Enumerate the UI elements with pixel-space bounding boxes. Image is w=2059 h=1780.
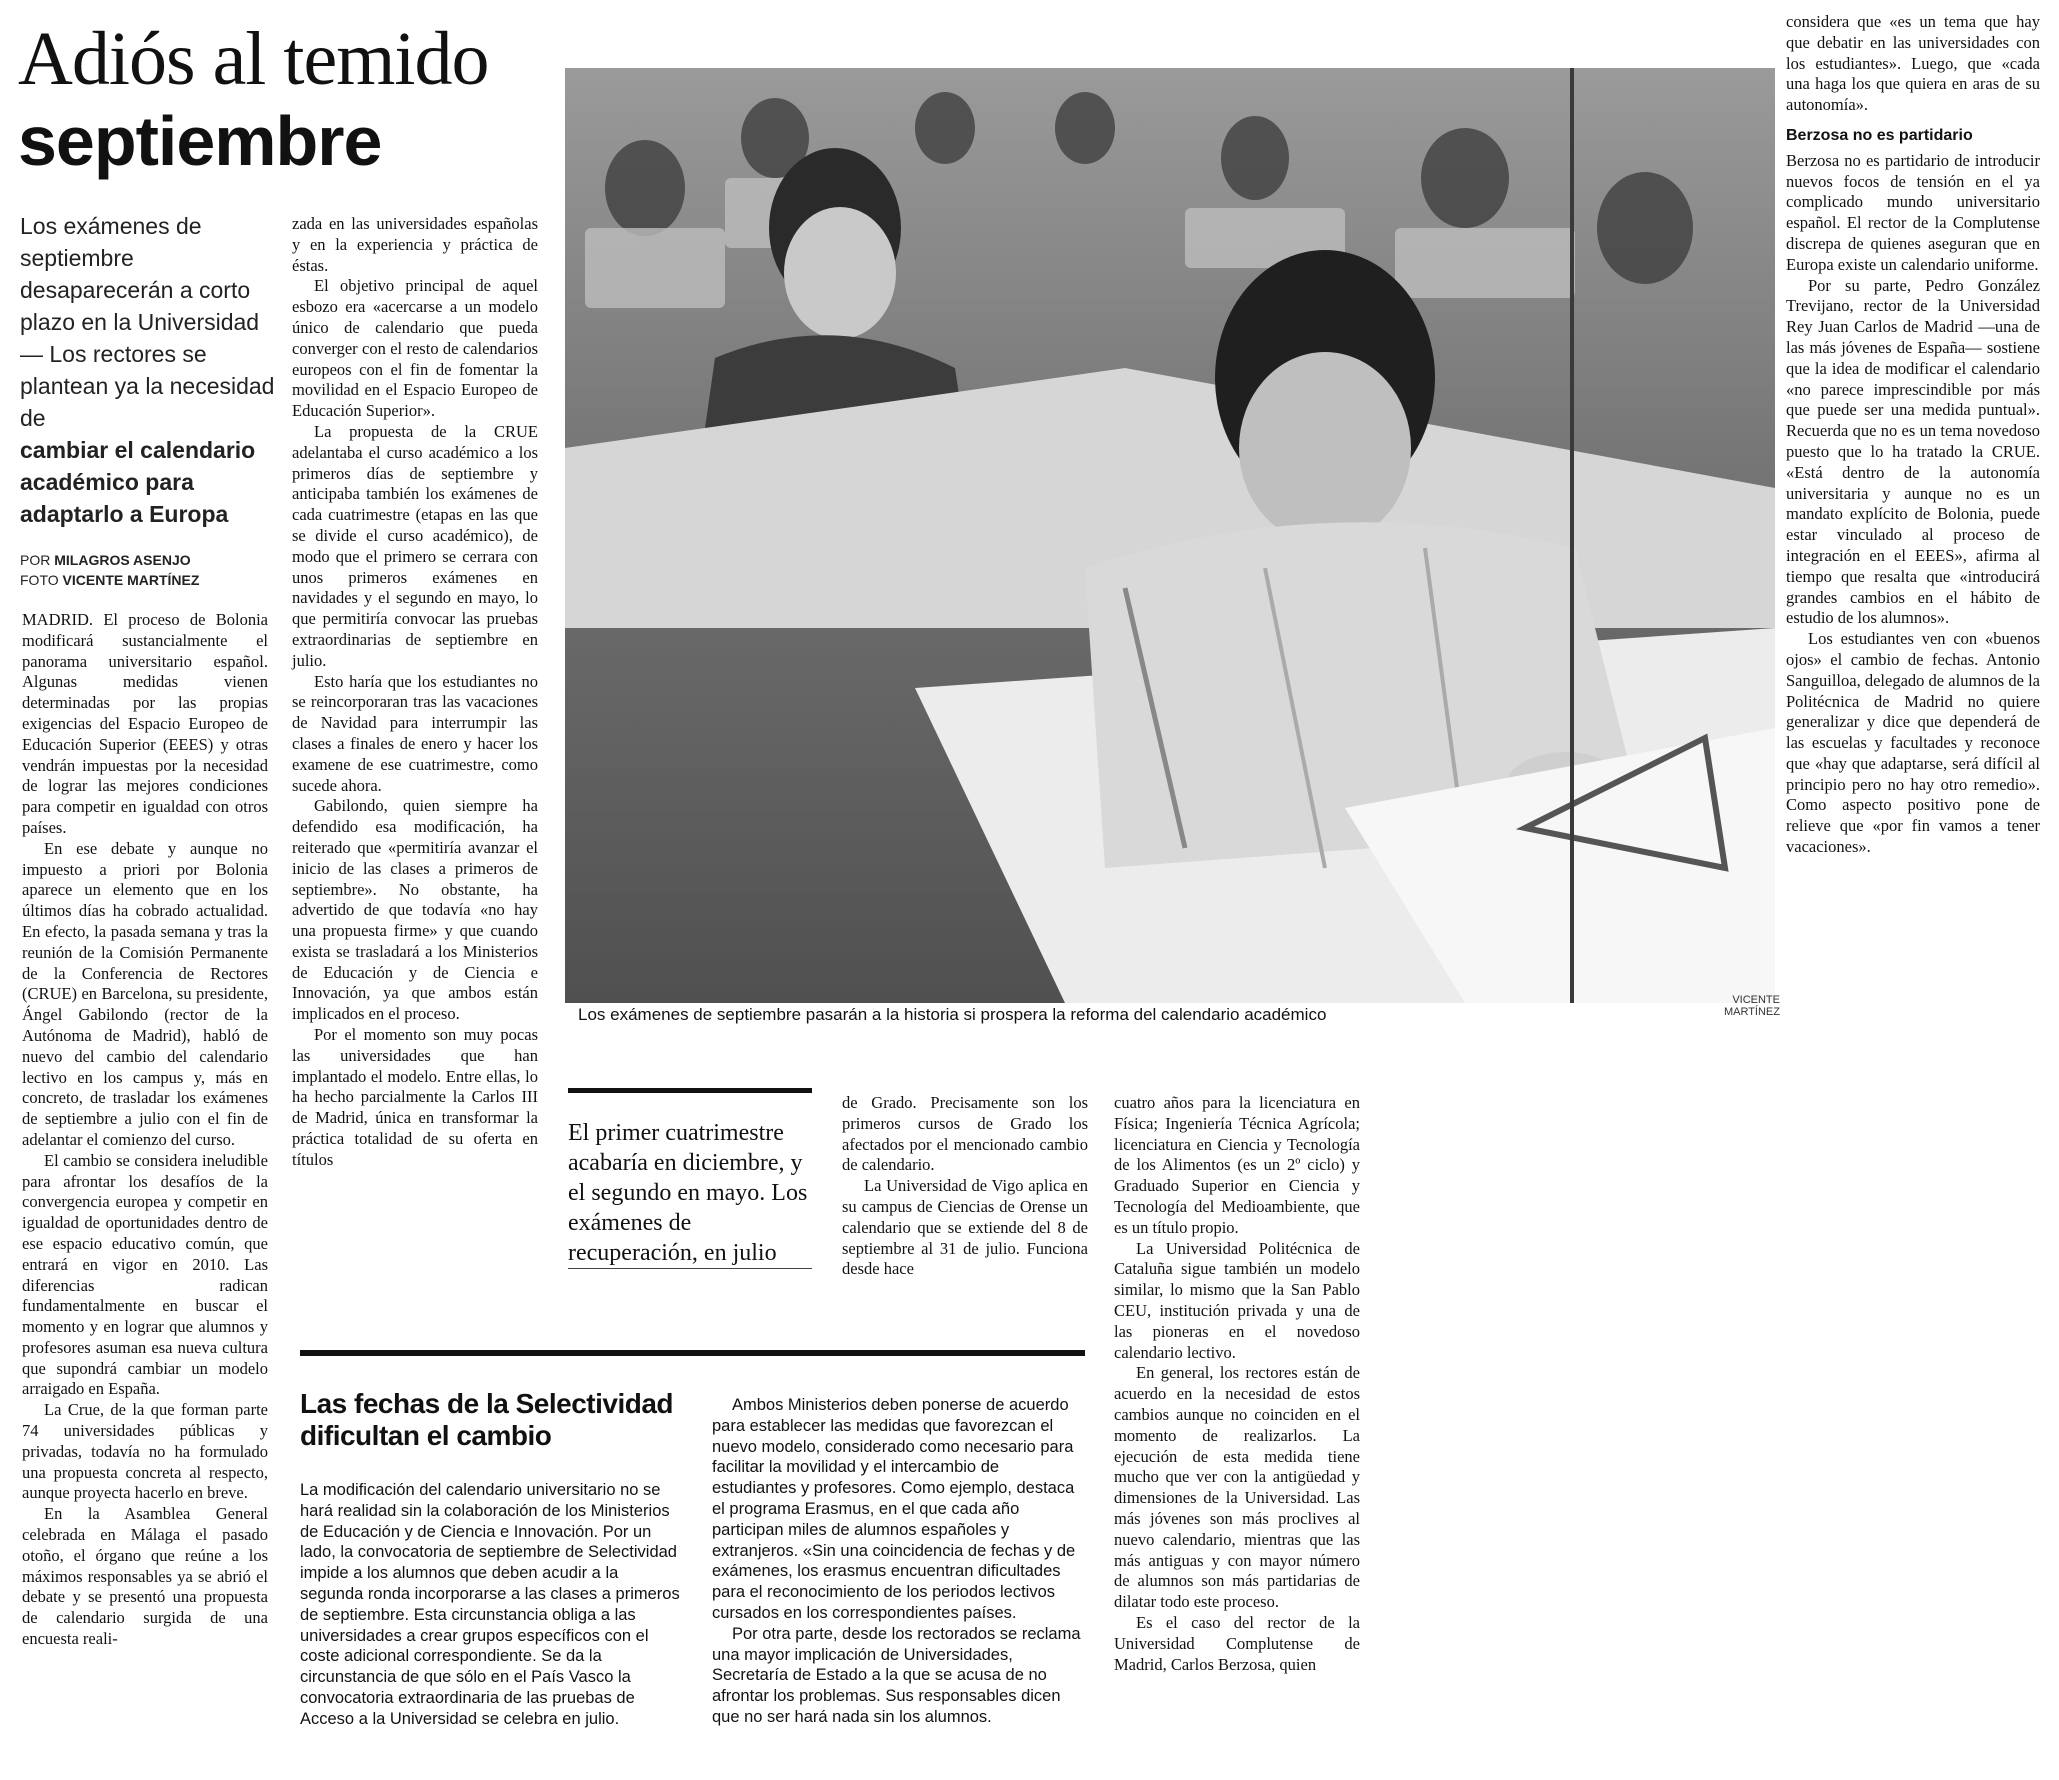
photo-caption: Los exámenes de septiembre pasarán a la historia si prospera la reforma del calendario académico	[578, 1005, 1327, 1024]
pull-quote-bottom-rule	[568, 1268, 812, 1269]
article-column-2	[292, 214, 538, 1171]
sidebar-column-1	[300, 1480, 680, 1730]
standfirst-emphasis: cambiar el calendario académico para adaptarlo a Europa	[20, 437, 256, 527]
article-column-5	[1786, 12, 2040, 858]
pull-quote-top-rule	[568, 1088, 812, 1093]
article-column-3	[842, 1093, 1088, 1280]
subheading: Berzosa no es partidario	[1786, 126, 1973, 144]
paragraph: Ambos Ministerios deben ponerse de acuerdo para establecer las medidas que favorezcan el nuevo modelo, considerado como necesario para facilitar la movilidad y el intercambio de estudiantes y profesores. Como ejemplo, destaca el programa Erasmus, en el que cada año participan miles de alumnos españoles y extranjeros. «Sin una coincidencia de fechas y de exámenes, los erasmus encuentran dificultades para el reconocimiento de los periodos lectivos cursados en los correspondientes países.	[712, 1396, 1076, 1622]
paragraph: La Crue, de la que forman parte 74 universidades públicas y privadas, todavía no ha formulado una propuesta concreta al respecto, aunque proyecta hacerlo en breve.	[22, 1400, 268, 1503]
paragraph: En ese debate y aunque no impuesto a priori por Bolonia aparece un elemento que en los últimos días ha cobrado actualidad. En efecto, la pasada semana y tras la reunión de la Comisión Permanente de la Conferencia de Rectores (CRUE) en Barcelona, su presidente, Ángel Gabilondo (rector de la Autónoma de Madrid), habló de nuevo del cambio del calendario lectivo en los campus y, más en concreto, de trasladar los exámenes de septiembre a julio con el fin de adelantar el comienzo del curso.	[22, 838, 268, 1149]
photo-illustration	[565, 68, 1775, 1003]
paragraph: Es el caso del rector de la Universidad Complutense de Madrid, Carlos Berzosa, quien	[1114, 1612, 1360, 1674]
paragraph: Berzosa no es partidario de introducir nuevos focos de tensión en el ya complicado mundo universitario español. El rector de la Complutense discrepa de quienes aseguran que en Europa existe un calendario uniforme.	[1786, 150, 2040, 274]
sidebar-title: Las fechas de la Selectividad dificultan el cambio	[300, 1388, 674, 1451]
paragraph: El cambio se considera ineludible para afrontar los desafíos de la convergencia europea y competir en igualdad de oportunidades dentro de ese espacio educativo común, que entrará en vigor en 2010. Las diferencias radican fundamentalmente en buscar el momento y en lograr que alumnos y profesores asuman esa nueva cultura que supondrá cambiar un modelo arraigado en España.	[22, 1150, 268, 1399]
paragraph: zada en las universidades españolas y en la experiencia y práctica de éstas.	[292, 214, 538, 275]
headline-line-2: septiembre	[18, 102, 382, 180]
photographer-name: VICENTE MARTÍNEZ	[62, 572, 200, 588]
paragraph: de Grado. Precisamente son los primeros cursos de Grado los afectados por el mencionado cambio de calendario.	[842, 1093, 1088, 1175]
article-column-4	[1114, 1093, 1360, 1675]
photo-credit: VICENTE MARTÍNEZ	[1723, 994, 1780, 1018]
author-name: MILAGROS ASENJO	[54, 552, 191, 568]
paragraph: La Universidad de Vigo aplica en su campus de Ciencias de Orense un calendario que se extiende del 8 de septiembre al 31 de julio. Funciona desde hace	[842, 1176, 1088, 1279]
paragraph: La Universidad Politécnica de Cataluña sigue también un modelo similar, lo mismo que la San Pablo CEU, institución privada y una de las pioneras en el novedoso calendario lectivo.	[1114, 1238, 1360, 1362]
paragraph: MADRID. El proceso de Bolonia modificará sustancialmente el panorama universitario español. Algunas medidas vienen determinadas por las propias exigencias del Espacio Europeo de Educación Superior (EEES) y otras vendrán impuestas por la necesidad de lograr las mejores condiciones para competir en igualdad con otros países.	[22, 610, 268, 837]
classroom-exam-photo	[565, 68, 1775, 1003]
paragraph: En general, los rectores están de acuerdo en la necesidad de estos cambios aunque no coinciden en el momento de realizarlos. La ejecución de esta medida tiene mucho que ver con la antigüedad y dimensiones de la Universidad. Las más jóvenes son más proclives al nuevo calendario, mientras que las más antiguas y con mayor número de alumnos son más partidarias de dilatar todo este proceso.	[1114, 1363, 1360, 1612]
sidebar-top-rule	[300, 1350, 1085, 1356]
standfirst-lead: Los exámenes de septiembre desaparecerán a corto plazo en la Universidad — Los rectores se plantean ya la necesidad de	[20, 213, 275, 431]
headline	[18, 18, 578, 182]
paragraph: Por el momento son muy pocas las universidades que han implantado el modelo. Entre ellas, lo ha hecho parcialmente la Carlos III de Madrid, única en transformar la práctica totalidad de su oferta en títulos	[292, 1025, 538, 1169]
byline	[20, 550, 290, 590]
paragraph: Los estudiantes ven con «buenos ojos» el cambio de fechas. Antonio Sanguilloa, delegado de alumnos de la Politécnica de Madrid no quiere generalizar y dice que dependerá de las escuelas y facultades y reconoce que «hay que adaptarse, será difícil al principio pero no hay otro remedio». Como aspecto positivo pone de relieve que «por fin vamos a tener vacaciones».	[1786, 629, 2040, 857]
paragraph: El objetivo principal de aquel esbozo era «acercarse a un modelo único de calendario que pueda converger con el resto de calendarios europeos con el fin de fomentar la movilidad en el Espacio Europeo de Educación Superior».	[292, 276, 538, 421]
article-column-1	[22, 610, 268, 1650]
paragraph: Por otra parte, desde los rectorados se reclama una mayor implicación de Universidades, Secretaría de Estado a la que se acusa de no afrontar los problemas. Sus responsables dicen que no ser hará nada sin los alumnos.	[712, 1624, 1081, 1726]
author-line	[20, 550, 290, 570]
paragraph: Por su parte, Pedro González Trevijano, rector de la Universidad Rey Juan Carlos de Madrid —una de las más jóvenes de España— sostiene que la idea de modificar el calendario «no parece imprescindible por más que puede ser una medida puntual». Recuerda que no es un tema novedoso puesto que lo ha tratado la CRUE. «Está dentro de la autonomía universitaria y aunque no es un mandato explícito de Bolonia, puede estar vinculado al proceso de integración en el EEES», afirma al tiempo que resalta que «introducirá grandes cambios en el hábito de estudio de los alumnos».	[1786, 275, 2040, 628]
headline-line-1: Adiós al temido	[18, 17, 489, 101]
paragraph: Esto haría que los estudiantes no se reincorporaran tras las vacaciones de Navidad para interrumpir las clases a finales de enero y hacer los examene de ese cuatrimestre, como sucede ahora.	[292, 671, 538, 795]
photo-line	[20, 570, 290, 590]
paragraph: La modificación del calendario universitario no se hará realidad sin la colaboración de los Ministerios de Educación y de Ciencia e Innovación. Por un lado, la convocatoria de septiembre de Selectividad impide a los alumnos que deben acudir a la segunda ronda incorporarse a las clases a primeros de septiembre. Esta circunstancia obliga a las universidades a crear grupos específicos con el coste adicional correspondiente. Se da la circunstancia de que sólo en el País Vasco la convocatoria extraordinaria de las pruebas de Acceso a la Universidad se celebra en julio.	[300, 1481, 680, 1728]
sidebar-column-2	[712, 1395, 1084, 1728]
paragraph: La propuesta de la CRUE adelantaba el curso académico a los primeros días de septiembre y anticipaba también los exámenes de cada cuatrimestre (etapas en las que se divide el curso académico), de modo que el primero se cerrara con unos primeros exámenes en navidades y el segundo en mayo, lo que permitiría convocar las pruebas extraordinarias de septiembre en julio.	[292, 421, 538, 670]
paragraph: cuatro años para la licenciatura en Física; Ingeniería Técnica Agrícola; licenciatura en Ciencia y Tecnología de los Alimentos (es un 2º ciclo) y Graduado Superior en Ciencia y Tecnología del Medioambiente, que es un título propio.	[1114, 1093, 1360, 1237]
paragraph: Gabilondo, quien siempre ha defendido esa modificación, ha reiterado que «permitiría avanzar el inicio de las clases a primeros de septiembre». No obstante, ha advertido de que todavía «no hay una propuesta firme» y que cuando exista se trasladará a los Ministerios de Educación y de Ciencia e Innovación, ya que ambos están implicados en el proceso.	[292, 796, 538, 1024]
paragraph: En la Asamblea General celebrada en Málaga el pasado otoño, el órgano que reúne a los máximos responsables ya se abrió el debate y se presentó una propuesta de calendario surgida de una encuesta reali-	[22, 1504, 268, 1649]
foto-label: FOTO	[20, 572, 59, 588]
standfirst	[20, 210, 275, 530]
paragraph: considera que «es un tema que hay que debatir en las universidades con los estudiantes». Luego, que «cada una haga los que quiera en aras de su autonomía».	[1786, 12, 2040, 115]
por-label: POR	[20, 552, 51, 568]
pull-quote: El primer cuatrimestre acabaría en diciembre, y el segundo en mayo. Los exámenes de recuperación, en julio	[568, 1120, 808, 1266]
